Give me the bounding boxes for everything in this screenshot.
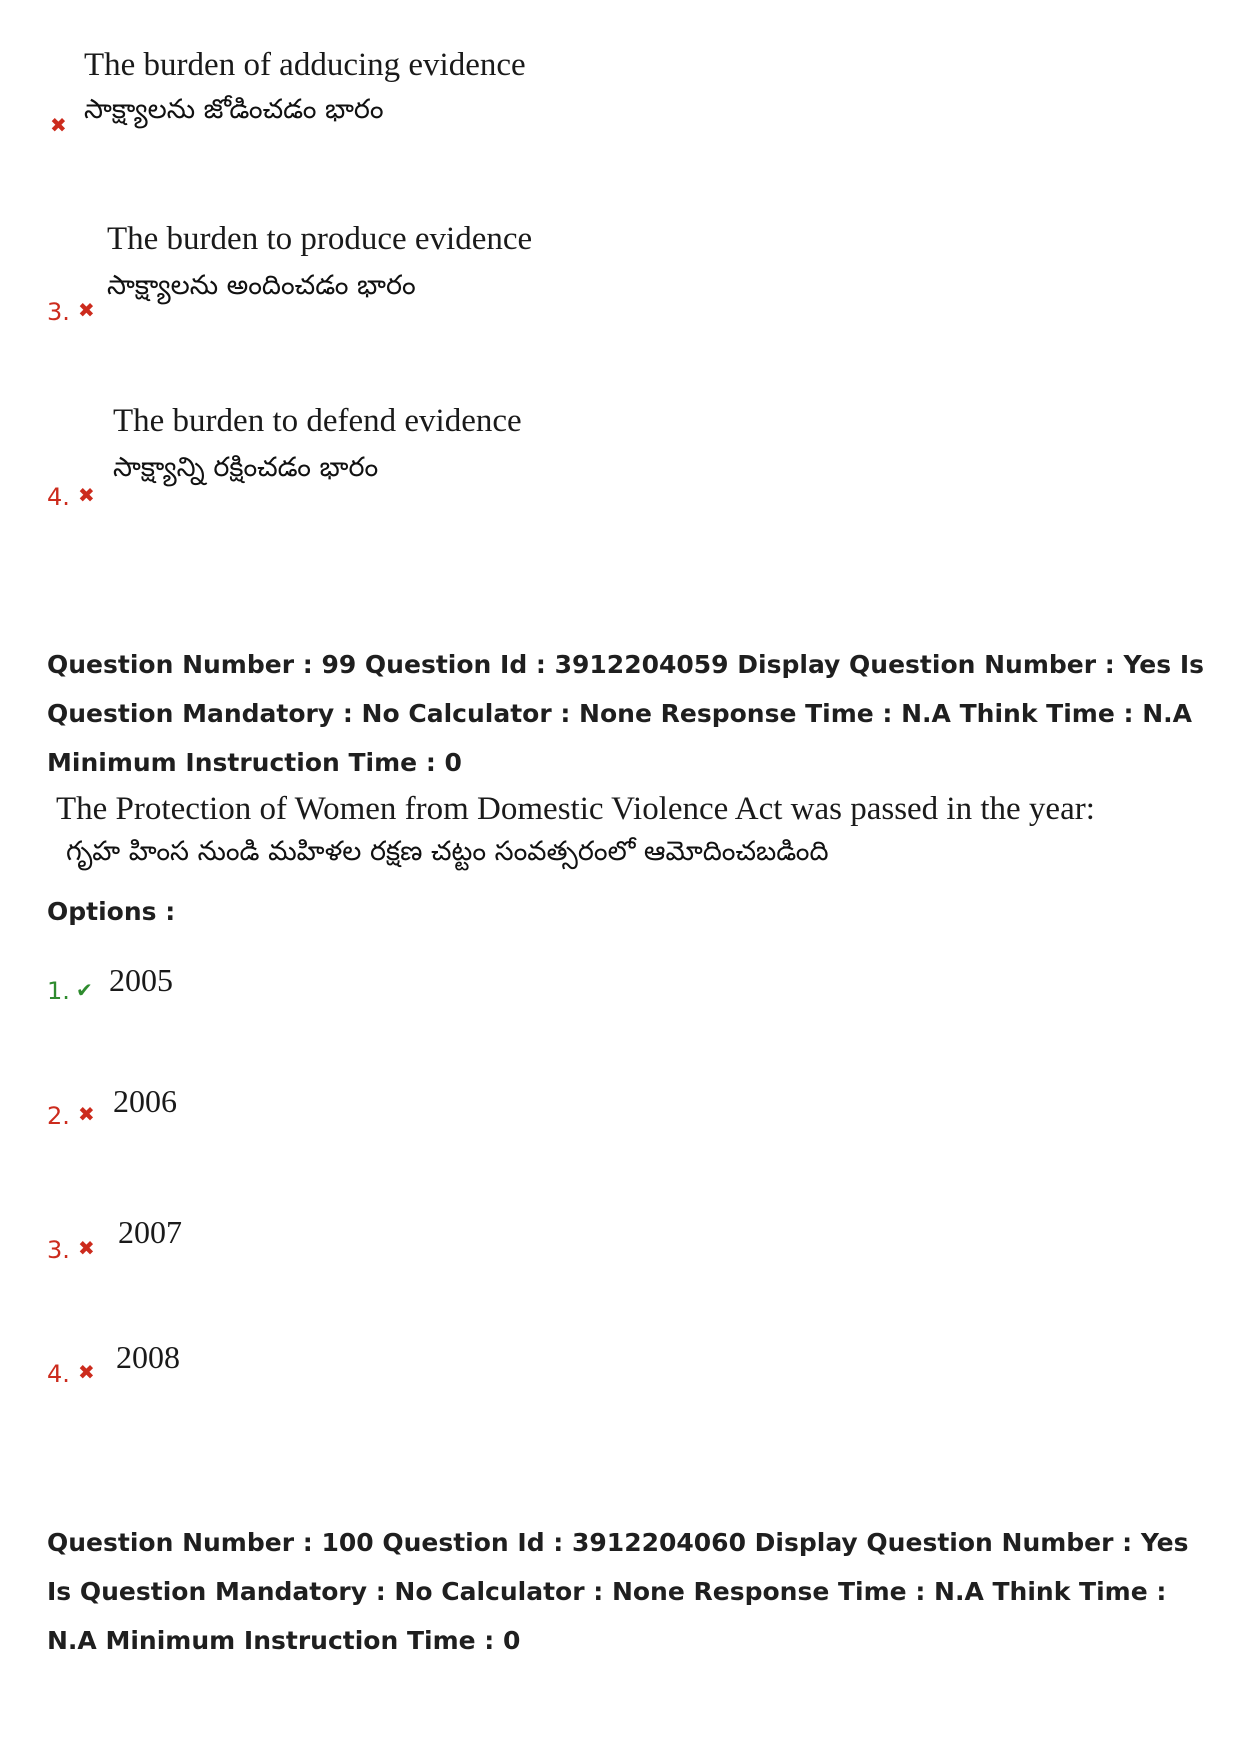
question-meta: Question Number : 99 Question Id : 3912204059 Display Question Number : Yes Is Question Mandatory : No Calculator : None Response Time : N.A Think Time : N.A Minimum Instruction Time : 0 — [47, 650, 1205, 777]
options-label: Options : — [47, 897, 176, 926]
option-number: 4. — [47, 1360, 70, 1388]
prev-option-text-en: The burden of adducing evidence — [84, 47, 526, 83]
prev-option-text-te: సాక్ష్యాలను అందించడం భారం — [107, 270, 416, 301]
option-number: 1. — [47, 977, 70, 1005]
question-text-en: The Protection of Women from Domestic Violence Act was passed in the year: — [56, 791, 1095, 827]
wrong-mark-icon: ✖ — [50, 113, 67, 137]
prev-option-text-en: The burden to produce evidence — [107, 221, 533, 257]
option-number: 4. — [47, 483, 70, 511]
option-text: 2008 — [116, 1339, 180, 1375]
prev-option-text-te: సాక్ష్యాలను జోడించడం భారం — [84, 94, 384, 125]
question-meta: Question Number : 100 Question Id : 3912204060 Display Question Number : Yes Is Question Mandatory : No Calculator : None Response Time : N.A Think Time : N.A Minimum Instruction Time : 0 — [47, 1528, 1189, 1655]
option-number: 3. — [47, 1236, 70, 1264]
wrong-mark-icon: ✖ — [78, 1360, 95, 1384]
check-mark-icon: ✔ — [76, 978, 93, 1002]
wrong-mark-icon: ✖ — [78, 483, 95, 507]
question-text-te: గృహ హింస నుండి మహిళల రక్షణ చట్టం సంవత్సరంలో ఆమోదించబడింది — [66, 836, 829, 867]
prev-option-text-en: The burden to defend evidence — [113, 403, 522, 439]
option-number: 3. — [47, 298, 70, 326]
wrong-mark-icon: ✖ — [78, 1236, 95, 1260]
option-text: 2006 — [113, 1083, 177, 1119]
wrong-mark-icon: ✖ — [78, 298, 95, 322]
prev-option-text-te: సాక్ష్యాన్ని రక్షించడం భారం — [113, 452, 379, 483]
option-text: 2007 — [118, 1214, 182, 1250]
option-number: 2. — [47, 1102, 70, 1130]
option-text: 2005 — [109, 962, 173, 998]
wrong-mark-icon: ✖ — [78, 1102, 95, 1126]
